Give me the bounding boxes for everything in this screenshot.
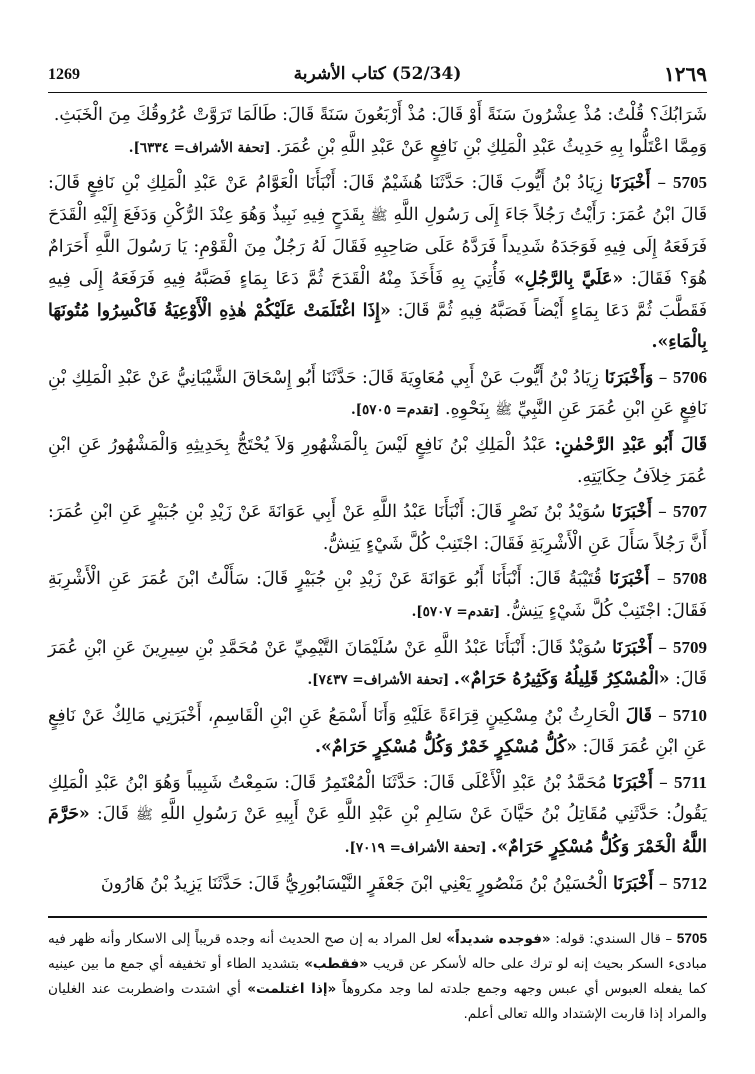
prophetic-quote: «كُلُّ مُسْكِرٍ خَمْرٌ وَكُلُّ مُسْكِرٍ حَرَامٌ». [314,737,578,758]
footnote-quote: «فوجده شديداً» [446,931,551,947]
hadith-5706: 5706 – وَأَخْبَرَنَا زِيَادُ بْنُ أَيُّوبَ عَنْ أَبِي مُعَاوِيَةَ قَالَ: حَدَّثَنَا أَبُو إِسْحَاقَ الشَّيْبَانِيُّ عَنْ عَبْدِ الْمَلِكِ بْنِ نَافِعٍ عَنِ ابْنِ عُمَرَ عَنِ النَّبِيِّ ﷺ بِنَحْوِهِ. [تقدم= ٥٧٠٥]. [48,367,707,420]
hadith-opener: أَخْبَرَنَا [612,772,653,793]
salutation-glyph: ﷺ [495,402,513,419]
hadith-number: 5705 [673,173,707,193]
hadith-opener: أَخْبَرَنَا [613,873,654,894]
page-number-arabic: ١٢٦٩ [664,62,707,86]
hadith-opener: قَالَ [625,705,652,726]
hadith-5710: 5710 – قَالَ الْحَارِثُ بْنُ مِسْكِينٍ قِرَاءَةً عَلَيْهِ وَأَنَا أَسْمَعُ عَنِ ابْنِ الْقَاسِمِ، أَخْبَرَنِي مَالِكٌ عَنْ نَافِعٍ عَنِ ابْنِ عُمَرَ قَالَ: «كُلُّ مُسْكِرٍ خَمْرٌ وَكُلُّ مُسْكِرٍ حَرَامٌ». [48,705,707,758]
hadith-number: 5708 [673,569,707,589]
hadith-number: 5707 [673,502,707,522]
tuhfa-reference: [تحفة الأشراف= ٦٣٣٤]. [128,139,271,156]
prophetic-quote: «الْمُسْكِرُ قَلِيلُهُ وَكَثِيرُهُ حَرَامٌ». [453,669,670,690]
hadith-number: 5710 [673,705,707,725]
prophetic-quote: «حَرَّمَ اللَّهُ الْخَمْرَ وَكُلُّ مُسْكِرٍ حَرَامٌ». [48,804,707,858]
header-rule [48,92,707,93]
author-comment: قَالَ أَبُو عَبْدِ الرَّحْمٰنِ: عَبْدُ الْمَلِكِ بْنُ نَافِعٍ لَيْسَ بِالْمَشْهُورِ وَلاَ يُحْتَجُّ بِحَدِيثِهِ وَالْمَشْهُورُ عَنِ ابْنِ عُمَرَ خِلاَفُ حِكَايَتِهِ. [48,434,707,487]
hadith-opener: أَخْبَرَنَا [609,569,650,590]
comment-opener: قَالَ أَبُو عَبْدِ الرَّحْمٰنِ: [554,434,707,455]
prophetic-quote: «إِذَا اغْتَلَمَتْ عَلَيْكُمْ هٰذِهِ الْأَوْعِيَةُ فَاكْسِرُوا مُتُونَهَا بِالْمَاءِ». [48,300,707,353]
footnote-quote: «فقطب» [304,956,368,972]
salutation-glyph: ﷺ [370,207,388,224]
cross-reference: [تقدم= ٥٧٠٧]. [411,603,501,620]
page-header [48,62,707,88]
page-number-latin: 1269 [48,66,80,83]
top-fragment-line: شَرَابُكَ؟ قُلْتُ: مُذْ عِشْرُونَ سَنَةً أَوْ قَالَ: مُذْ أَرْبَعُونَ سَنَةً قَالَ: طَالَمَا تَرَوَّتْ عُرُوقُكَ مِنَ الْخَبَثِ. [53,105,707,125]
prophetic-quote: «عَلَيَّ بِالرَّجُلِ» [513,268,624,289]
hadith-5707: 5707 – أَخْبَرَنَا سُوَيْدُ بْنُ نَصْرٍ قَالَ: أَنْبَأَنَا عَبْدُ اللَّهِ عَنْ أَبِي عَوَانَةَ عَنْ زَيْدِ بْنِ جُبَيْرٍ عَنِ ابْنِ عُمَرَ: أَنَّ رَجُلاً سَأَلَ عَنِ الْأَشْرِبَةِ فَقَالَ: اجْتَنِبْ كُلَّ شَيْءٍ يَنِشُّ. [48,502,707,554]
footnote [48,926,707,1027]
hadith-opener: أَخْبَرَنَا [612,637,653,658]
hadith-number: 5709 [673,637,707,657]
cross-reference: [تقدم= ٥٧٠٥]. [350,402,440,419]
salutation-glyph: ﷺ [136,807,153,824]
footnote-rule [48,916,707,918]
hadith-opener: أَخْبَرَنَا [611,502,652,523]
hadith-5711: 5711 – أَخْبَرَنَا مُحَمَّدُ بْنُ عَبْدِ الْأَعْلَى قَالَ: حَدَّثَنَا الْمُعْتَمِرُ قَالَ: سَمِعْتُ شَبِيباً وَهُوَ ابْنُ عَبْدِ الْمَلِكِ يَقُولُ: حَدَّثَنِي مُقَاتِلُ بْنُ حَيَّانَ عَنْ سَالِمِ بْنِ عَبْدِ اللَّهِ عَنْ أَبِيهِ عَنْ رَسُولِ اللَّهِ ﷺ قَالَ: «حَرَّمَ اللَّهُ الْخَمْرَ وَكُلُّ مُسْكِرٍ حَرَامٌ». [تحفة الأشراف= ٧٠١٩]. [48,772,707,858]
hadith-opener: وَأَخْبَرَنَا [604,367,654,388]
hadith-5709: 5709 – أَخْبَرَنَا سُوَيْدٌ قَالَ: أَنْبَأَنَا عَبْدُ اللَّهِ عَنْ سُلَيْمَانَ التَّيْمِيِّ عَنْ مُحَمَّدِ بْنِ سِيرِينَ عَنِ ابْنِ عُمَرَ قَالَ: «الْمُسْكِرُ قَلِيلُهُ وَكَثِيرُهُ حَرَامٌ». [تحفة الأشراف= ٧٤٣٧]. [48,637,707,690]
running-title: (52/34) كتاب الأشربة [293,64,462,84]
footnote-quote: «إذا اغتلمت» [247,981,337,997]
hadith-number: 5711 [673,772,707,792]
hadith-number: 5706 [673,367,707,387]
footnote-number: 5705 [676,931,708,946]
hadith-opener: أَخْبَرَنَا [610,173,651,194]
main-text [48,100,707,900]
hadith-5712: 5712 – أَخْبَرَنَا الْحُسَيْنُ بْنُ مَنْصُورٍ يَعْنِي ابْنَ جَعْفَرٍ النَّيْسَابُورِيُّ قَالَ: حَدَّثَنَا يَزِيدُ بْنُ هَارُونَ [100,873,707,894]
footnote-5705: 5705 – قال السندي: قوله: «فوجده شديداً» لعل المراد به إن صح الحديث أنه وجده قريباً إلى الاسكار وأنه ظهر فيه مبادىء السكر بحيث إنه لو ترك على حاله لأسكر عن قريب «فقطب» بتشديد الطاء أو تخفيفه أي جمع ما بين عينيه كما يفعله العبوس أي عبس وجهه وجمع جلدته لما وجد مكروهاً «إذا اغتلمت» أي اشتدت واضطربت عند الغليان والمراد إذا قاربت الإشتداد والله تعالى أعلم. [48,931,708,1022]
tuhfa-reference: [تحفة الأشراف= ٧٠١٩]. [344,840,492,857]
hadith-5708: 5708 – أَخْبَرَنَا قُتَيْبَةُ قَالَ: أَنْبَأَنَا أَبُو عَوَانَةَ عَنْ زَيْدِ بْنِ جُبَيْرٍ قَالَ: سَأَلْتُ ابْنَ عُمَرَ عَنِ الْأَشْرِبَةِ فَقَالَ: اجْتَنِبْ كُلَّ شَيْءٍ يَنِشُّ. [تقدم= ٥٧٠٧]. [48,569,707,621]
tuhfa-reference: [تحفة الأشراف= ٧٤٣٧]. [307,672,454,689]
hadith-5705: 5705 – أَخْبَرَنَا زِيَادُ بْنُ أَيُّوبَ قَالَ: حَدَّثَنَا هُشَيْمٌ قَالَ: أَنْبَأَنَا الْعَوَّامُ عَنْ عَبْدِ الْمَلِكِ بْنِ نَافِعٍ قَالَ: قَالَ ابْنُ عُمَرَ: رَأَيْتُ رَجُلاً جَاءَ إِلَى رَسُولِ اللَّهِ ﷺ بِقَدَحٍ فِيهِ نَبِيذٌ وَهُوَ عِنْدَ الرُّكْنِ وَدَفَعَ إِلَيْهِ الْقَدَحَ فَرَفَعَهُ إِلَى فِيهِ فَوَجَدَهُ شَدِيداً فَرَدَّهُ عَلَى صَاحِبِهِ فَقَالَ لَهُ رَجُلٌ مِنَ الْقَوْمِ: يَا رَسُولَ اللَّهِ أَحَرَامٌ هُوَ؟ فَقَالَ: «عَلَيَّ بِالرَّجُلِ» فَأُتِيَ بِهِ فَأَخَذَ مِنْهُ الْقَدَحَ ثُمَّ دَعَا بِمَاءٍ فَصَبَّهُ فِيهِ فَرَفَعَهُ إِلَى فِيهِ فَقَطَّبَ ثُمَّ دَعَا بِمَاءٍ أَيْضاً فَصَبَّهُ فِيهِ ثُمَّ قَالَ: «إِذَا اغْتَلَمَتْ عَلَيْكُمْ هٰذِهِ الْأَوْعِيَةُ فَاكْسِرُوا مُتُونَهَا بِالْمَاءِ». [48,173,708,353]
top-fragment-line: وَمِمَّا اعْتَلُّوا بِهِ حَدِيثُ عَبْدِ الْمَلِكِ بْنِ نَافِعٍ عَنْ عَبْدِ اللَّهِ بْنِ عُمَرَ. [تحفة الأشراف= ٦٣٣٤]. [128,136,707,157]
hadith-number: 5712 [673,873,707,893]
